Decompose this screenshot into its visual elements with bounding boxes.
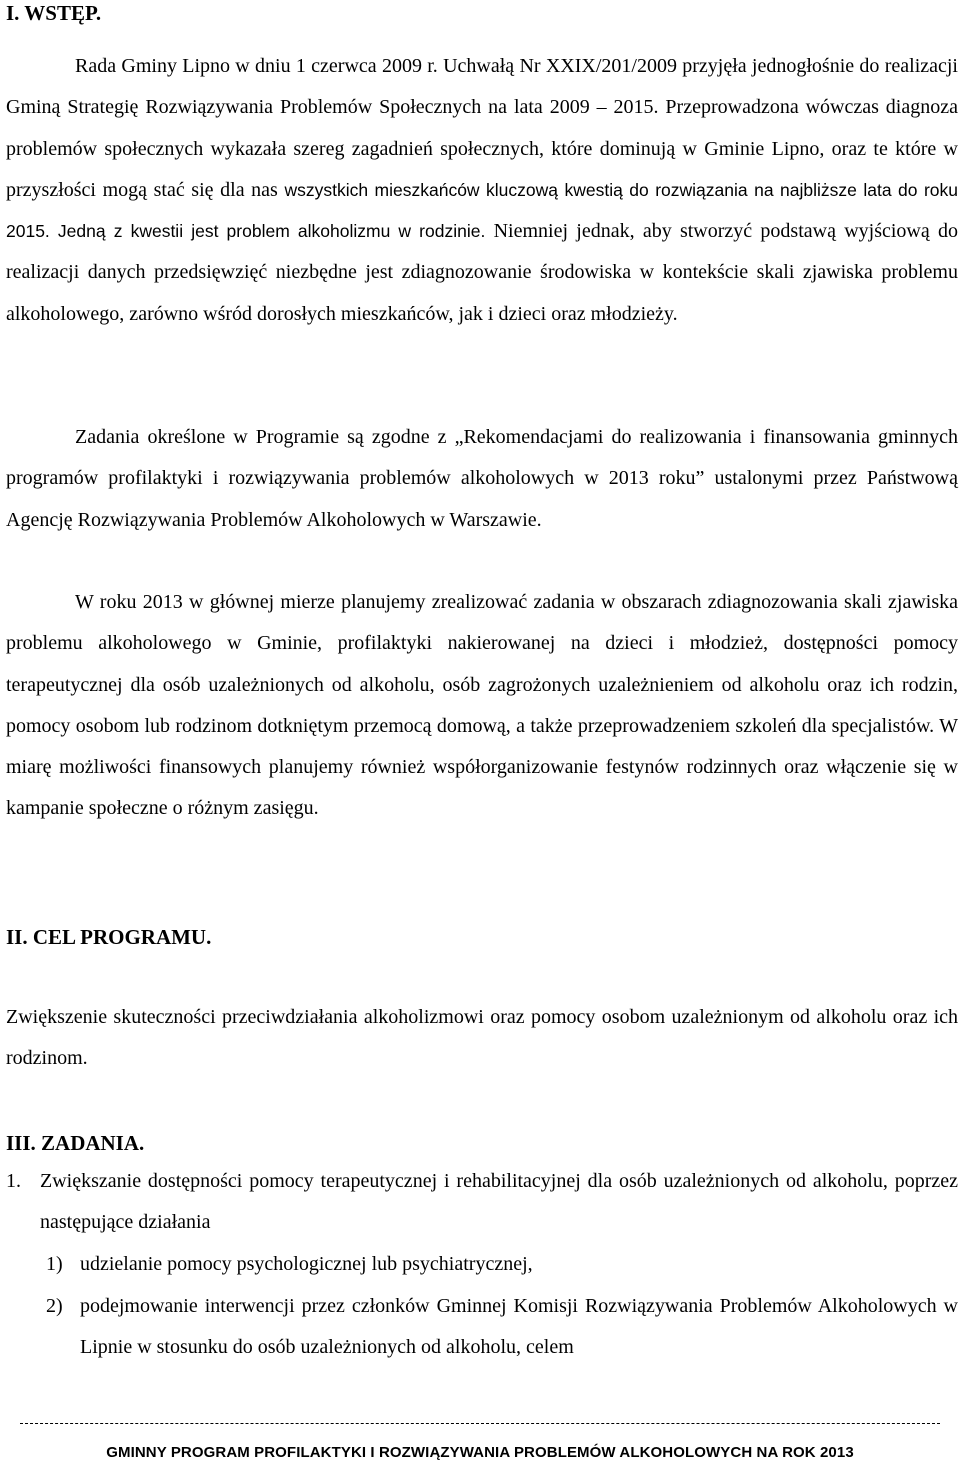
task-subitem-1 (46, 1244, 958, 1285)
task-item-1-text: Zwiększanie dostępności pomocy terapeutycznej i rehabilitacyjnej dla osób uzależnionych od alkoholu, poprzez następujące działania (40, 1170, 958, 1234)
task-subitem-2-number: 2) (46, 1295, 63, 1317)
intro-paragraph-1-text-a: Rada Gminy Lipno w dniu 1 czerwca 2009 r. Uchwałą Nr XXIX/201/2009 przyjęła jednogłośnie do realizacji Gminą Strategię Rozwiązywania Problemów Społecznych na lata 2009 – 2015. Przeprowadzona wówczas diagnoza problemów społecznych wykazała szereg zagadnień społecznych, które dominują w Gminie Lipno, oraz te które w przyszłości mogą stać się dla nas (6, 55, 958, 201)
task-subitem-1-text: udzielanie pomocy psychologicznej lub psychiatrycznej, (80, 1253, 533, 1275)
goal-paragraph: Zwiększenie skuteczności przeciwdziałania alkoholizmowi oraz pomocy osobom uzależnionym od alkoholu oraz ich rodzinom. (6, 1006, 958, 1070)
section-heading-tasks: III. ZADANIA. (6, 1131, 145, 1155)
footer-divider (20, 1423, 940, 1424)
section-heading-goal: II. CEL PROGRAMU. (6, 925, 212, 949)
intro-paragraph-1-text-b: Niemniej jednak, aby stworzyć podstawą wyjściową do realizacji danych przedsięwzięć niezbędne jest zdiagnozowanie środowiska w kontekście skali zjawiska problemu alkoholowego, zarówno wśród dorosłych mieszkańców, jak i dzieci oraz młodzieży. (6, 220, 958, 325)
intro-paragraph-1-text-sans: wszystkich mieszkańców kluczową kwestią do rozwiązania na najbliższe lata do roku 2015. Jedną z kwestii jest problem alkoholizmu w rodzinie. (6, 179, 958, 242)
task-subitem-2 (46, 1286, 958, 1369)
task-subitem-1-number: 1) (46, 1253, 63, 1275)
intro-paragraph-2: Zadania określone w Programie są zgodne z „Rekomendacjami do realizowania i finansowania gminnych programów profilaktyki i rozwiązywania problemów alkoholowych w 2013 roku” ustalonymi przez Państwową Agencję Rozwiązywania Problemów Alkoholowych w Warszawie. (6, 426, 958, 531)
footer-title: GMINNY PROGRAM PROFILAKTYKI I ROZWIĄZYWANIA PROBLEMÓW ALKOHOLOWYCH NA ROK 2013 (106, 1444, 854, 1461)
task-item-1-number: 1. (6, 1170, 21, 1192)
intro-paragraph-1 (6, 46, 958, 335)
task-item-1 (6, 1161, 958, 1244)
intro-paragraph-3: W roku 2013 w głównej mierze planujemy zrealizować zadania w obszarach zdiagnozowania skali zjawiska problemu alkoholowego w Gminie, profilaktyki nakierowanej na dzieci i młodzież, dostępności pomocy terapeutycznej dla osób uzależnionych od alkoholu, osób zagrożonych uzależnieniem od alkoholu oraz ich rodzin, pomocy osobom lub rodzinom dotkniętym przemocą domową, a także przeprowadzeniem szkoleń dla specjalistów. W miarę możliwości finansowych planujemy również współorganizowanie festynów rodzinnych oraz włączenie się w kampanie społeczne o różnym zasięgu. (6, 591, 958, 820)
section-heading-intro: I. WSTĘP. (6, 1, 102, 25)
task-subitem-2-text: podejmowanie interwencji przez członków Gminnej Komisji Rozwiązywania Problemów Alkoholowych w Lipnie w stosunku do osób uzależnionych od alkoholu, celem (80, 1295, 958, 1359)
